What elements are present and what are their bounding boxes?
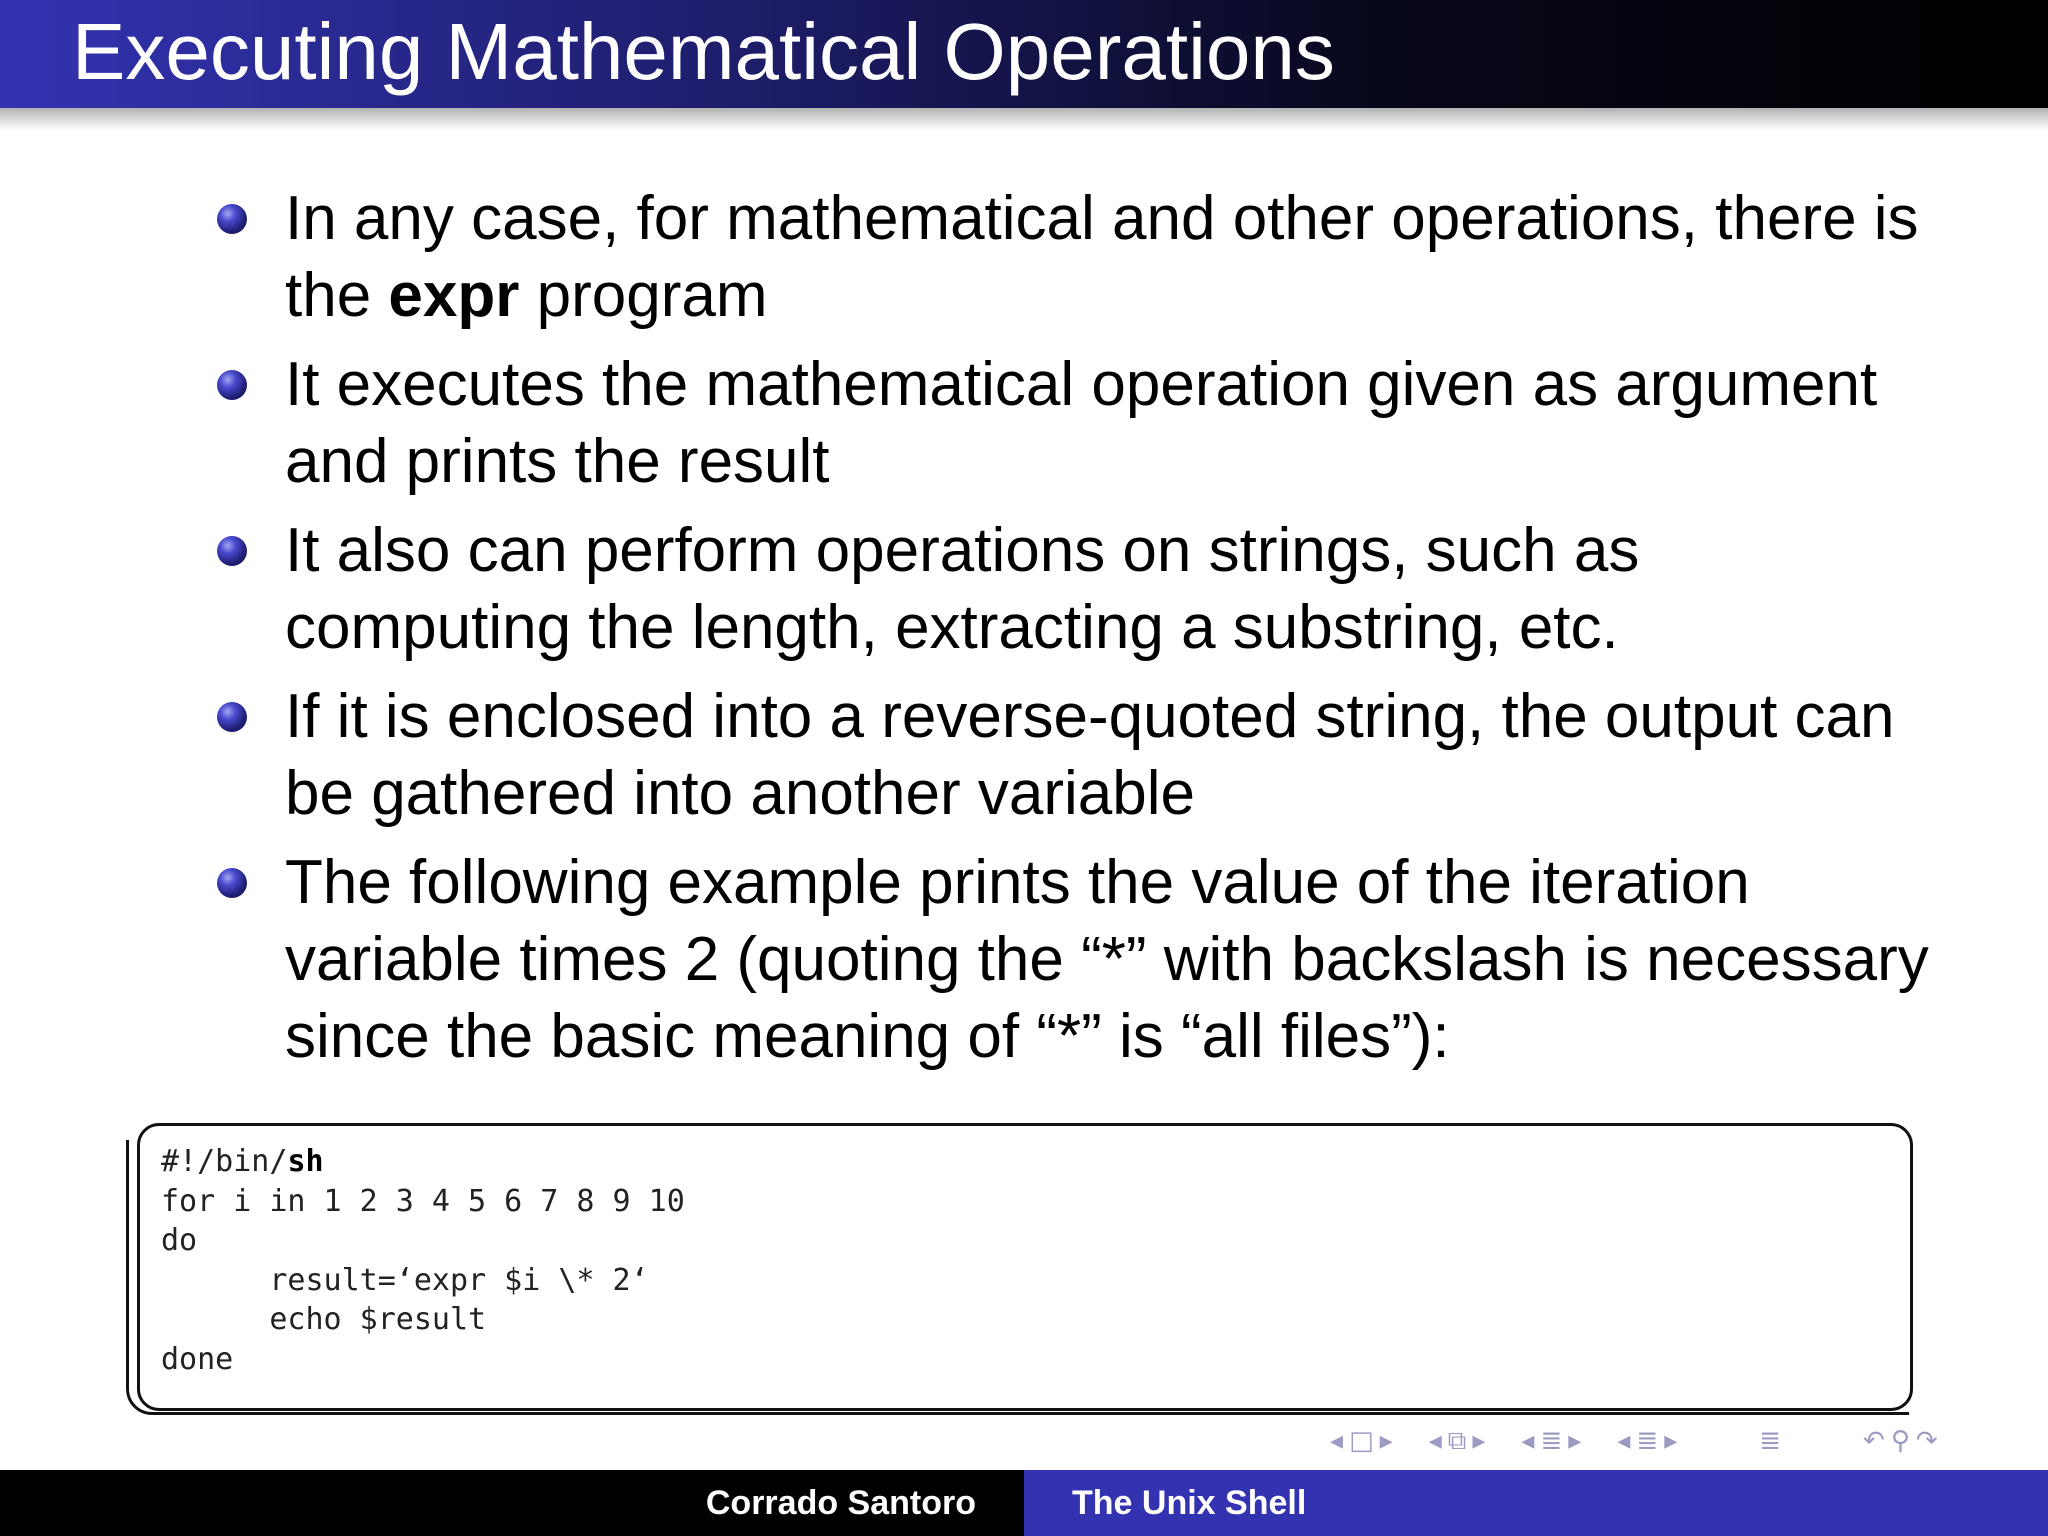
bullet-list: [217, 180, 1937, 1087]
bullet-item: [217, 180, 1937, 334]
title-shadow: [0, 108, 2048, 130]
code-line-text: done: [161, 1341, 234, 1377]
code-line: [161, 1261, 685, 1301]
bullet-bold-text: expr: [388, 261, 520, 330]
code-line: [161, 1182, 685, 1222]
code-line-text: result=‘expr $i \* 2‘: [161, 1262, 649, 1298]
nav-prev-subsection-icon[interactable]: ◂: [1428, 1426, 1442, 1456]
bullet-text-after: program: [519, 261, 768, 330]
code-block: [161, 1142, 685, 1379]
nav-next-section-icon[interactable]: ▸: [1568, 1426, 1582, 1456]
bullet-icon: [217, 204, 247, 234]
bullet-icon: [217, 370, 247, 400]
bullet-item: [217, 844, 1937, 1075]
code-line: [161, 1300, 685, 1340]
code-keyword: sh: [287, 1144, 324, 1179]
title-bar: [0, 0, 2048, 108]
code-line-text: echo $result: [161, 1302, 487, 1337]
code-line: [161, 1142, 685, 1182]
nav-next-subsection-icon[interactable]: ▸: [1472, 1426, 1486, 1456]
bullet-icon: [217, 868, 247, 898]
nav-next-frame-icon[interactable]: ▸: [1379, 1426, 1393, 1456]
footer-title: The Unix Shell: [1024, 1470, 2048, 1536]
nav-prev-frame-icon[interactable]: ◂: [1330, 1426, 1344, 1456]
nav-prev-toc-icon[interactable]: ◂: [1617, 1426, 1631, 1456]
footer: [0, 1470, 2048, 1536]
bullet-text: If it is enclosed into a reverse-quoted string, the output can be gathered into another variable: [285, 682, 1895, 828]
code-line: [161, 1221, 685, 1261]
nav-toc-icon[interactable]: ≣: [1636, 1426, 1659, 1456]
bullet-item: [217, 346, 1937, 500]
bullet-text: In any case, for mathematical and other operations, there is the: [285, 184, 1919, 330]
bullet-text: The following example prints the value of the iteration variable times 2 (quoting the “*” with backslash is necessary since the basic meaning of “*” is “all files”):: [285, 848, 1929, 1071]
code-line-text: #!/bin/: [161, 1144, 288, 1179]
bullet-item: [217, 512, 1937, 666]
bullet-icon: [217, 702, 247, 732]
code-line-text: for i in 1 2 3 4 5 6 7 8 9 10: [161, 1183, 685, 1219]
slide-title: Executing Mathematical Operations: [72, 7, 1335, 96]
nav-next-toc-icon[interactable]: ▸: [1664, 1426, 1678, 1456]
nav-align-icon[interactable]: ≣: [1759, 1426, 1782, 1456]
bullet-icon: [217, 536, 247, 566]
code-line-text: do: [161, 1223, 198, 1258]
navigation-bar: [1330, 1424, 1944, 1458]
bullet-text: It also can perform operations on strings, such as computing the length, extracting a substring, etc.: [285, 516, 1640, 662]
nav-frame-icon[interactable]: □: [1349, 1426, 1374, 1456]
nav-section-icon[interactable]: ≣: [1540, 1426, 1563, 1456]
nav-subsection-icon[interactable]: ⧉: [1447, 1425, 1467, 1456]
footer-author: Corrado Santoro: [0, 1470, 1024, 1536]
code-line: [161, 1340, 685, 1380]
nav-back-icon[interactable]: ↶: [1863, 1426, 1885, 1456]
nav-forward-icon[interactable]: ↷: [1915, 1426, 1938, 1456]
bullet-item: [217, 678, 1937, 832]
nav-prev-section-icon[interactable]: ◂: [1521, 1426, 1535, 1456]
bullet-text: It executes the mathematical operation given as argument and prints the result: [285, 350, 1878, 496]
nav-search-icon[interactable]: ⚲: [1890, 1426, 1910, 1456]
